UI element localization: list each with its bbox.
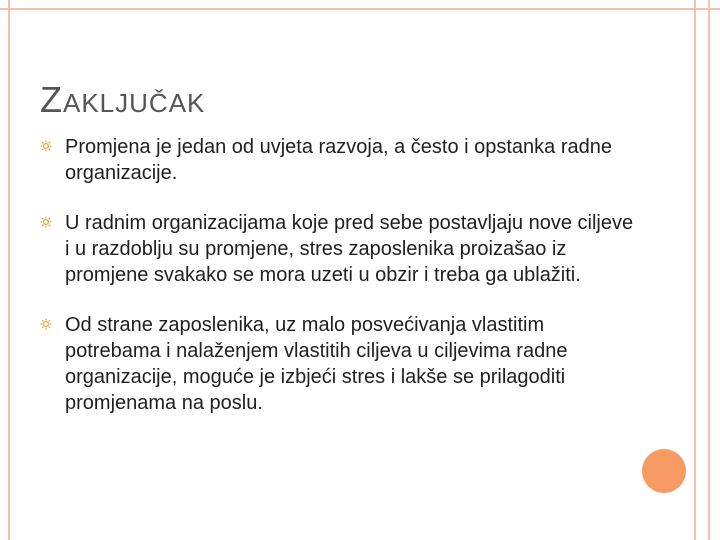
- slide-border-left: [8, 0, 10, 540]
- slide-title-rest: AKLJUČAK: [63, 88, 206, 119]
- slide-border-top: [0, 8, 720, 10]
- slide-title: [40, 79, 205, 121]
- sun-icon: [40, 318, 52, 330]
- bullet-text: Od strane zaposlenika, uz malo posvećivanja vlastitim potrebama i nalaženjem vlastitih ciljeva u ciljevima radne organizacije, moguće je izbjeći stres i lakše se prilagoditi promjenama na poslu.: [65, 314, 568, 414]
- bullet-item: [40, 134, 640, 186]
- bullet-item: [40, 312, 640, 416]
- bullet-item: [40, 210, 640, 288]
- slide-border-right-outer: [708, 0, 710, 540]
- bullet-list: [40, 134, 640, 440]
- bullet-text: Promjena je jedan od uvjeta razvoja, a često i opstanka radne organizacije.: [65, 136, 613, 184]
- bullet-text: U radnim organizacijama koje pred sebe postavljaju nove ciljeve i u razdoblju su promjene, stres zaposlenika proizašao iz promjene svakako se mora uzeti u obzir i treba ga ublažiti.: [65, 212, 634, 286]
- accent-circle: [642, 449, 686, 493]
- sun-icon: [40, 216, 52, 228]
- slide-border-right-inner: [694, 0, 696, 540]
- sun-icon: [40, 140, 52, 152]
- slide-title-initial: Z: [40, 79, 63, 121]
